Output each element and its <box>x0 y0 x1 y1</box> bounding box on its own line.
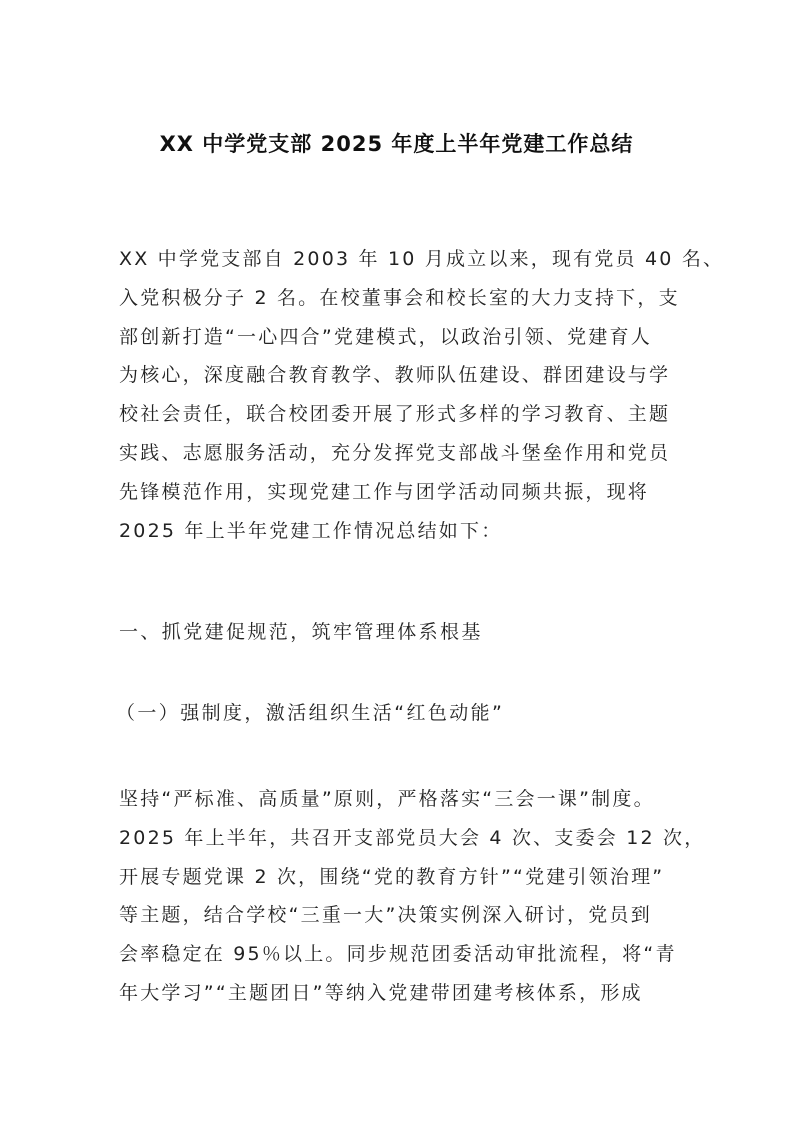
intro-line: 为核心，深度融合教育教学、教师队伍建设、群团建设与学 <box>119 364 671 387</box>
intro-line: 校社会责任，联合校团委开展了形式多样的学习教育、主题 <box>119 403 671 426</box>
subsection-heading: （一）强制度，激活组织生活“红色动能” <box>116 702 505 724</box>
document-title: XX 中学党支部 2025 年度上半年党建工作总结 <box>159 132 634 156</box>
body-line: 会率稳定在 95％以上。同步规范团委活动审批流程，将“青 <box>119 943 677 966</box>
body-line: 年大学习”“主题团日”等纳入党建带团建考核体系，形成 <box>119 981 643 1004</box>
intro-line: 2025 年上半年党建工作情况总结如下： <box>119 519 503 542</box>
section-heading: 一、抓党建促规范，筑牢管理体系根基 <box>119 621 483 643</box>
intro-line: XX 中学党支部自 2003 年 10 月成立以来，现有党员 40 名、 <box>119 248 725 270</box>
body-line: 等主题，结合学校“三重一大”决策实例深入研讨，党员到 <box>119 904 652 927</box>
intro-line: 部创新打造“一心四合”党建模式，以政治引领、党建育人 <box>119 325 652 348</box>
intro-paragraph <box>119 240 725 550</box>
body-line: 坚持“严标准、高质量”原则，严格落实“三会一课”制度。 <box>119 788 655 810</box>
body-paragraph <box>119 780 706 1013</box>
intro-line: 实践、志愿服务活动，充分发挥党支部战斗堡垒作用和党员 <box>119 441 671 464</box>
intro-line: 先锋模范作用，实现党建工作与团学活动同频共振，现将 <box>119 480 650 503</box>
intro-line: 入党积极分子 2 名。在校董事会和校长室的大力支持下，支 <box>119 286 680 309</box>
body-line: 2025 年上半年，共召开支部党员大会 4 次、支委会 12 次， <box>119 826 706 849</box>
body-line: 开展专题党课 2 次，围绕“党的教育方针”“党建引领治理” <box>119 865 665 888</box>
